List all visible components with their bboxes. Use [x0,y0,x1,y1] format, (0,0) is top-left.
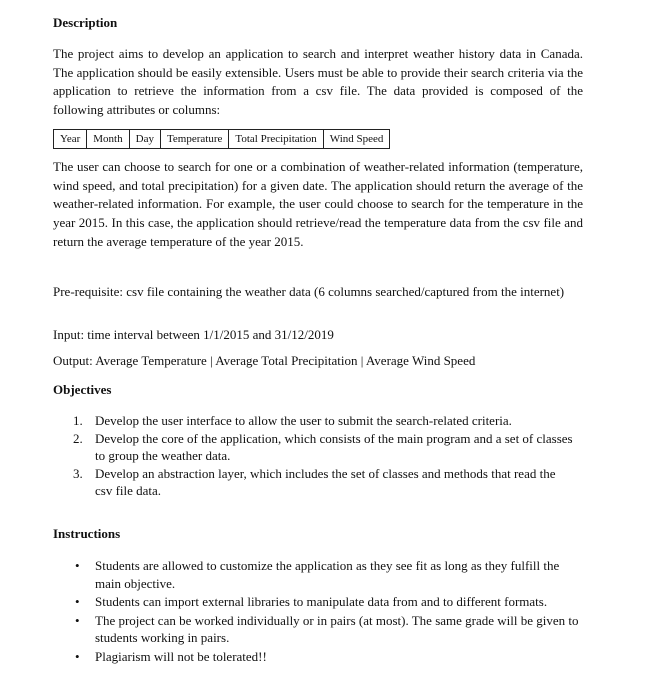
column-day: Day [129,130,160,149]
column-temperature: Temperature [160,130,228,149]
instructions-heading: Instructions [53,526,121,541]
objective-number: 3. [73,466,83,481]
column-year: Year [54,130,87,149]
objective-item [73,465,573,499]
column-wind-speed: Wind Speed [323,130,390,149]
instruction-text: Students can import external libraries to manipulate data from and to different formats. [95,594,548,609]
input-text: Input: time interval between 1/1/2015 and 31/12/2019 [53,327,334,342]
objective-text: Develop an abstraction layer, which includes the set of classes and methods that read the csv file data. [95,466,556,498]
description-paragraph-1: The project aims to develop an application to search and interpret weather history data in Canada. The application should be easily extensible. Users must be able to provide their search criteria via the application to retrieve the information from a csv file. The data provided is composed of the following attributes or columns: [53,46,583,118]
instruction-text: Students are allowed to customize the application as they see fit as long as they fulfill the main objective. [95,558,560,591]
output-text: Output: Average Temperature | Average Total Precipitation | Average Wind Speed [53,353,476,368]
description-heading: Description [53,15,118,30]
instructions-list [73,557,583,666]
bullet-icon: • [75,594,80,609]
objectives-heading: Objectives [53,382,112,397]
description-paragraph-2: The user can choose to search for one or a combination of weather-related information (temperature, wind speed, and total precipitation) for a given date. The application should return the average of the weather-related information. For example, the user could choose to search for the temperature in the year 2015. In this case, the application should retrieve/read the temperature data from the csv file and return the average temperature of the year 2015. [53,159,583,249]
objective-text: Develop the core of the application, which consists of the main program and a set of classes to group the weather data. [95,431,573,463]
objective-number: 2. [73,431,83,446]
objective-item [73,430,573,464]
instruction-item [73,612,583,647]
bullet-icon: • [75,558,80,573]
prerequisite-text: Pre-requisite: csv file containing the weather data (6 columns searched/captured from the internet) [53,284,565,299]
instruction-item [73,593,583,611]
instruction-item [73,557,583,592]
instruction-item [73,648,583,666]
bullet-icon: • [75,648,80,664]
columns-row [54,130,390,149]
objective-number: 1. [73,413,83,428]
objective-text: Develop the user interface to allow the user to submit the search-related criteria. [95,413,512,428]
objectives-list [73,412,573,500]
instruction-text: Plagiarism will not be tolerated!! [95,648,267,664]
column-total-precipitation: Total Precipitation [229,130,323,149]
bullet-icon: • [75,612,80,628]
objective-item [73,412,573,429]
column-month: Month [87,130,129,149]
columns-table [53,129,390,149]
instruction-text: The project can be worked individually or in pairs (at most). The same grade will be given to students working in pairs. [95,612,579,645]
